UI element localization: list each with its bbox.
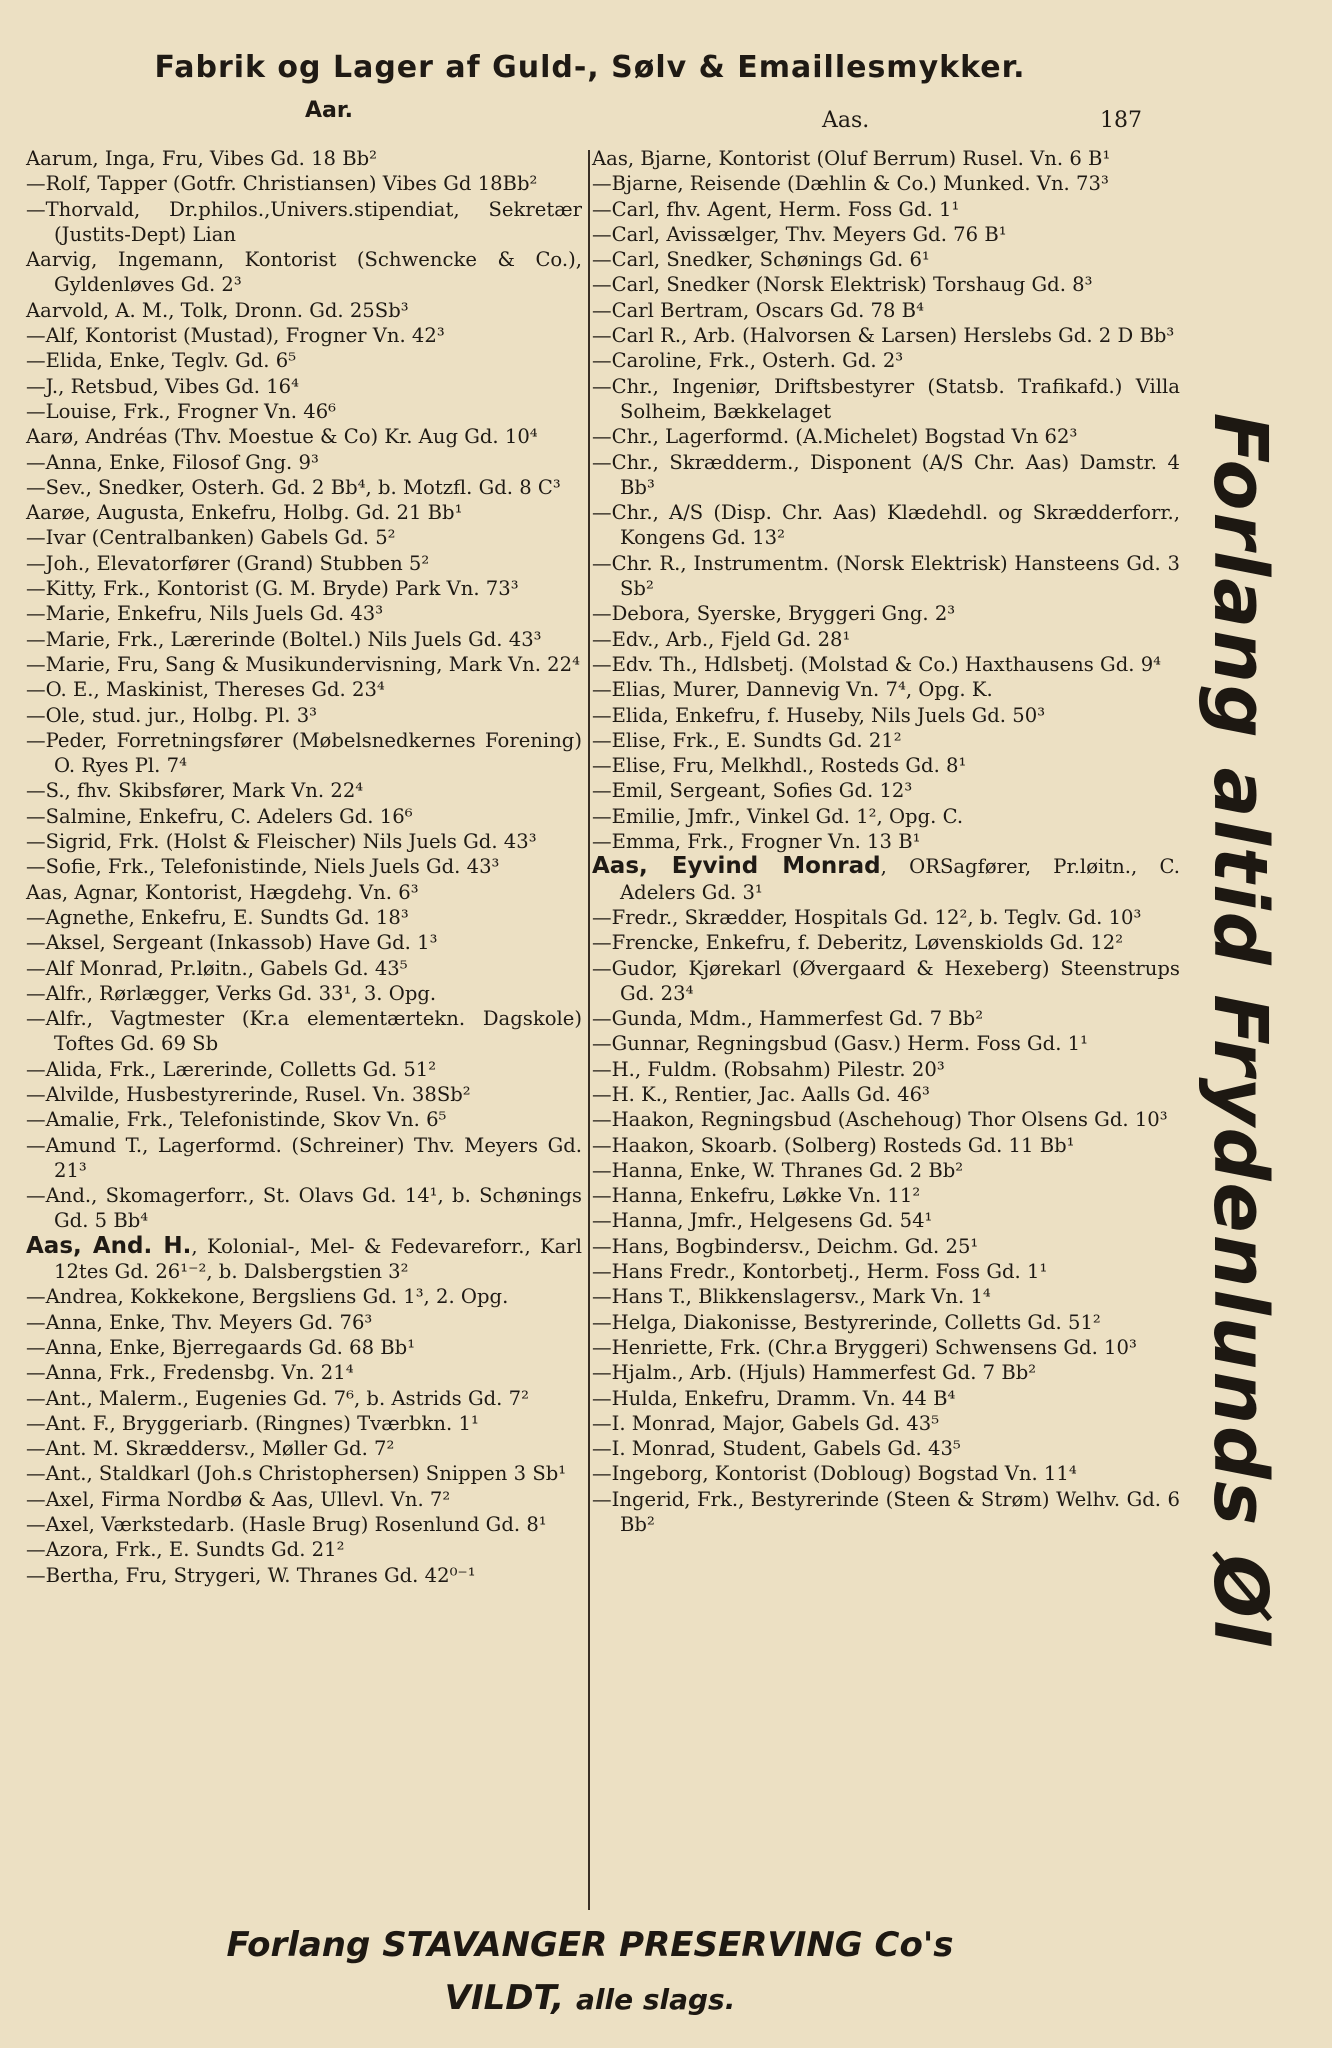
directory-entry: —Carl, Snedker, Schønings Gd. 6¹ [592,248,930,272]
highlighted-name: Aas, And. H. [26,1232,192,1259]
directory-entry: —Louise, Frk., Frogner Vn. 46⁶ [26,399,337,423]
directory-entry: —Chr., A/S (Disp. Chr. Aas) Klædehdl. og Skrædderforr., Kongens Gd. 13² [592,501,1180,550]
directory-entry: —Emil, Sergeant, Sofies Gd. 12³ [592,779,913,803]
directory-entry: —Chr., Lagerformd. (A.Michelet) Bogstad Vn 62³ [592,425,1078,449]
footer-ad-small: alle slags. [576,1983,736,2016]
directory-entry: Aas, Eyvind Monrad, ORSagfører, Pr.løitn., C. Adelers Gd. 3¹ [592,853,1180,904]
directory-entry: —Ant. M. Skræddersv., Møller Gd. 7² [26,1437,395,1461]
directory-entry: —Alf, Kontorist (Mustad), Frogner Vn. 42³ [26,324,445,348]
column-divider [588,150,590,1910]
directory-entry: Aarum, Inga, Fru, Vibes Gd. 18 Bb² [26,147,378,170]
footer-ad-line-2 [0,1978,1180,2018]
directory-entry: —Sigrid, Frk. (Holst & Fleischer) Nils Juels Gd. 43³ [26,830,537,854]
side-ad-text: Forlang altid Frydenlunds Øl [1197,412,1283,1648]
directory-entry: —Thorvald, Dr.philos.,Univers.stipendiat, Sekretær (Justits-Dept) Lian [26,197,582,246]
directory-entry: —Elise, Frk., E. Sundts Gd. 21² [592,728,902,752]
directory-entry: —Rolf, Tapper (Gotfr. Christiansen) Vibes Gd 18Bb² [26,172,538,196]
directory-entry: —Azora, Frk., E. Sundts Gd. 21² [26,1538,345,1562]
directory-entry: —Carl, Snedker (Norsk Elektrisk) Torshaug Gd. 8³ [592,273,1093,297]
directory-entry: Aarvig, Ingemann, Kontorist (Schwencke & Co.), Gyldenløves Gd. 2³ [26,248,582,297]
directory-entry: —Caroline, Frk., Osterh. Gd. 2³ [592,349,904,373]
directory-entry: —Ingeborg, Kontorist (Dobloug) Bogstad Vn. 11⁴ [592,1462,1077,1486]
directory-entry: —Marie, Enkefru, Nils Juels Gd. 43³ [26,602,384,626]
directory-entry: —Kitty, Frk., Kontorist (G. M. Bryde) Park Vn. 73³ [26,577,519,601]
directory-entry: —Hans T., Blikkenslagersv., Mark Vn. 1⁴ [592,1285,991,1309]
page-banner: Fabrik og Lager af Guld-, Sølv & Emaillesmykker. [154,50,1026,85]
directory-entry: —Emilie, Jmfr., Vinkel Gd. 1², Opg. C. [592,804,964,828]
right-column-head: Aas. [822,108,870,133]
directory-entry: —S., fhv. Skibsfører, Mark Vn. 22⁴ [26,779,364,803]
directory-entry: —Haakon, Skoarb. (Solberg) Rosteds Gd. 11 Bb¹ [592,1133,1075,1157]
directory-entry: —I. Monrad, Major, Gabels Gd. 43⁵ [592,1411,940,1435]
directory-entry: —Emma, Frk., Frogner Vn. 13 B¹ [592,830,921,854]
left-column [26,146,582,1588]
directory-entry: —Hulda, Enkefru, Dramm. Vn. 44 B⁴ [592,1386,956,1410]
directory-entry: —Bjarne, Reisende (Dæhlin & Co.) Munked. Vn. 73³ [592,172,1109,196]
directory-entry: —Hans Fredr., Kontorbetj., Herm. Foss Gd. 1¹ [592,1260,1048,1284]
directory-entry: —Hanna, Enkefru, Løkke Vn. 11² [592,1184,921,1208]
directory-entry: Aarvold, A. M., Tolk, Dronn. Gd. 25Sb³ [26,298,409,322]
directory-entry: —Amalie, Frk., Telefonistinde, Skov Vn. 6⁵ [26,1108,447,1132]
right-column [592,146,1180,1537]
directory-entry: —Haakon, Regningsbud (Aschehoug) Thor Olsens Gd. 10³ [592,1108,1168,1132]
directory-entry: —Ole, stud. jur., Holbg. Pl. 3³ [26,703,318,727]
side-advertisement [1185,412,1295,1648]
directory-entry: —Ant., Malerm., Eugenies Gd. 7⁶, b. Astrids Gd. 7² [26,1386,529,1410]
directory-entry: —Marie, Frk., Lærerinde (Boltel.) Nils Juels Gd. 43³ [26,627,542,651]
directory-entry: —O. E., Maskinist, Thereses Gd. 23⁴ [26,678,385,702]
directory-entry: —Anna, Enke, Thv. Meyers Gd. 76³ [26,1310,373,1334]
directory-entry: —And., Skomagerforr., St. Olavs Gd. 14¹, b. Schønings Gd. 5 Bb⁴ [26,1184,582,1233]
directory-entry: —Hanna, Jmfr., Helgesens Gd. 54¹ [592,1209,933,1233]
directory-entry: —Andrea, Kokkekone, Bergsliens Gd. 1³, 2. Opg. [26,1285,509,1309]
directory-entry: —Amund T., Lagerformd. (Schreiner) Thv. Meyers Gd. 21³ [26,1133,582,1182]
directory-entry: —Elias, Murer, Dannevig Vn. 7⁴, Opg. K. [592,678,993,702]
directory-entry: —I. Monrad, Student, Gabels Gd. 43⁵ [592,1437,961,1461]
directory-entry: —H. K., Rentier, Jac. Aalls Gd. 46³ [592,1082,930,1106]
directory-entry: —Marie, Fru, Sang & Musikundervisning, Mark Vn. 22⁴ [26,652,580,676]
directory-entry: —Carl, Avissælger, Thv. Meyers Gd. 76 B¹ [592,222,1007,246]
directory-entry: —Ivar (Centralbanken) Gabels Gd. 5² [26,526,396,550]
directory-entry: —Ant. F., Bryggeriarb. (Ringnes) Tværbkn. 1¹ [26,1411,479,1435]
directory-entry: —Alida, Frk., Lærerinde, Colletts Gd. 51² [26,1057,437,1081]
directory-entry: —Alf Monrad, Pr.løitn., Gabels Gd. 43⁵ [26,956,408,980]
directory-entry: Aas, Agnar, Kontorist, Hægdehg. Vn. 6³ [26,880,419,904]
directory-entry: —Agnethe, Enkefru, E. Sundts Gd. 18³ [26,905,409,929]
directory-entry: —Hjalm., Arb. (Hjuls) Hammerfest Gd. 7 Bb² [592,1361,1037,1385]
directory-entry: —Ant., Staldkarl (Joh.s Christophersen) Snippen 3 Sb¹ [26,1462,567,1486]
directory-entry: Aarø, Andréas (Thv. Moestue & Co) Kr. Aug Gd. 10⁴ [26,425,538,449]
highlighted-name: Aas, Eyvind Monrad [592,853,881,880]
directory-entry: —Edv., Arb., Fjeld Gd. 28¹ [592,627,851,651]
directory-entry: Aas, And. H., Kolonial-, Mel- & Fedevareforr., Karl 12tes Gd. 26¹⁻², b. Dalsbergstien 3² [26,1232,582,1284]
directory-entry: —Anna, Frk., Fredensbg. Vn. 21⁴ [26,1361,354,1385]
directory-entry: —Peder, Forretningsfører (Møbelsnedkernes Forening) O. Ryes Pl. 7⁴ [26,728,582,778]
directory-entry: —H., Fuldm. (Robsahm) Pilestr. 20³ [592,1057,945,1081]
directory-entry: —Helga, Diakonisse, Bestyrerinde, Colletts Gd. 51² [592,1310,1101,1334]
directory-entry: —Edv. Th., Hdlsbetj. (Molstad & Co.) Haxthausens Gd. 9⁴ [592,652,1162,676]
directory-entry: —Ingerid, Frk., Bestyrerinde (Steen & Strøm) Welhv. Gd. 6 Bb² [592,1487,1180,1537]
directory-entry: —Carl, fhv. Agent, Herm. Foss Gd. 1¹ [592,197,960,221]
directory-entry: —Chr., Ingeniør, Driftsbestyrer (Statsb. Trafikafd.) Villa Solheim, Bækkelaget [592,374,1180,423]
directory-entry: —Sev., Snedker, Osterh. Gd. 2 Bb⁴, b. Motzfl. Gd. 8 C³ [26,475,561,499]
page-number: 187 [1100,108,1142,133]
directory-entry: —Elida, Enkefru, f. Huseby, Nils Juels Gd. 50³ [592,703,1046,727]
directory-entry: —Axel, Værkstedarb. (Hasle Brug) Rosenlund Gd. 8¹ [26,1513,547,1537]
directory-entry: —Alfr., Vagtmester (Kr.a elementærtekn. Dagskole) Toftes Gd. 69 Sb [26,1007,582,1056]
directory-entry: —Axel, Firma Nordbø & Aas, Ullevl. Vn. 7² [26,1487,451,1511]
directory-entry: —Elida, Enke, Teglv. Gd. 6⁵ [26,349,297,373]
directory-entry: —Gunnar, Regningsbud (Gasv.) Herm. Foss Gd. 1¹ [592,1032,1088,1056]
directory-entry: —Fredr., Skrædder, Hospitals Gd. 12², b. Teglv. Gd. 10³ [592,905,1142,929]
footer-ad-main: VILDT, [444,1978,565,2018]
footer-ad-line-1: Forlang STAVANGER PRESERVING Co's [226,1925,954,1965]
directory-entry: —Bertha, Fru, Strygeri, W. Thranes Gd. 42⁰⁻¹ [26,1563,476,1587]
directory-entry: —J., Retsbud, Vibes Gd. 16⁴ [26,374,299,398]
directory-entry: —Gudor, Kjørekarl (Øvergaard & Hexeberg) Steenstrups Gd. 23⁴ [592,956,1180,1005]
directory-entry: —Carl R., Arb. (Halvorsen & Larsen) Herslebs Gd. 2 D Bb³ [592,324,1175,348]
directory-entry: —Salmine, Enkefru, C. Adelers Gd. 16⁶ [26,804,413,828]
directory-entry: —Anna, Enke, Filosof Gng. 9³ [26,450,319,474]
directory-entry: —Gunda, Mdm., Hammerfest Gd. 7 Bb² [592,1007,984,1031]
directory-entry: —Joh., Elevatorfører (Grand) Stubben 5² [26,551,430,575]
directory-entry: —Sofie, Frk., Telefonistinde, Niels Juels Gd. 43³ [26,855,500,879]
directory-entry: —Anna, Enke, Bjerregaards Gd. 68 Bb¹ [26,1335,416,1359]
directory-entry: —Henriette, Frk. (Chr.a Bryggeri) Schwensens Gd. 10³ [592,1335,1137,1359]
directory-entry: —Chr., Skrædderm., Disponent (A/S Chr. Aas) Damstr. 4 Bb³ [592,450,1180,499]
directory-entry: —Chr. R., Instrumentm. (Norsk Elektrisk) Hansteens Gd. 3 Sb² [592,551,1180,601]
directory-entry: Aarøe, Augusta, Enkefru, Holbg. Gd. 21 Bb¹ [26,501,463,525]
directory-entry: Aas, Bjarne, Kontorist (Oluf Berrum) Rusel. Vn. 6 B¹ [592,147,1111,170]
directory-entry: —Elise, Fru, Melkhdl., Rosteds Gd. 8¹ [592,754,967,778]
directory-entry: —Alfr., Rørlægger, Verks Gd. 33¹, 3. Opg. [26,981,437,1005]
directory-entry: —Aksel, Sergeant (Inkassob) Have Gd. 1³ [26,931,438,955]
left-column-head: Aar. [305,98,353,123]
directory-entry: —Frencke, Enkefru, f. Deberitz, Løvenskiolds Gd. 12² [592,931,1124,955]
directory-entry: —Hans, Bogbindersv., Deichm. Gd. 25¹ [592,1234,979,1258]
directory-entry: —Alvilde, Husbestyrerinde, Rusel. Vn. 38Sb² [26,1082,471,1106]
directory-entry: —Debora, Syerske, Bryggeri Gng. 2³ [592,602,956,626]
directory-entry: —Carl Bertram, Oscars Gd. 78 B⁴ [592,298,924,322]
directory-entry: —Hanna, Enke, W. Thranes Gd. 2 Bb² [592,1158,964,1182]
